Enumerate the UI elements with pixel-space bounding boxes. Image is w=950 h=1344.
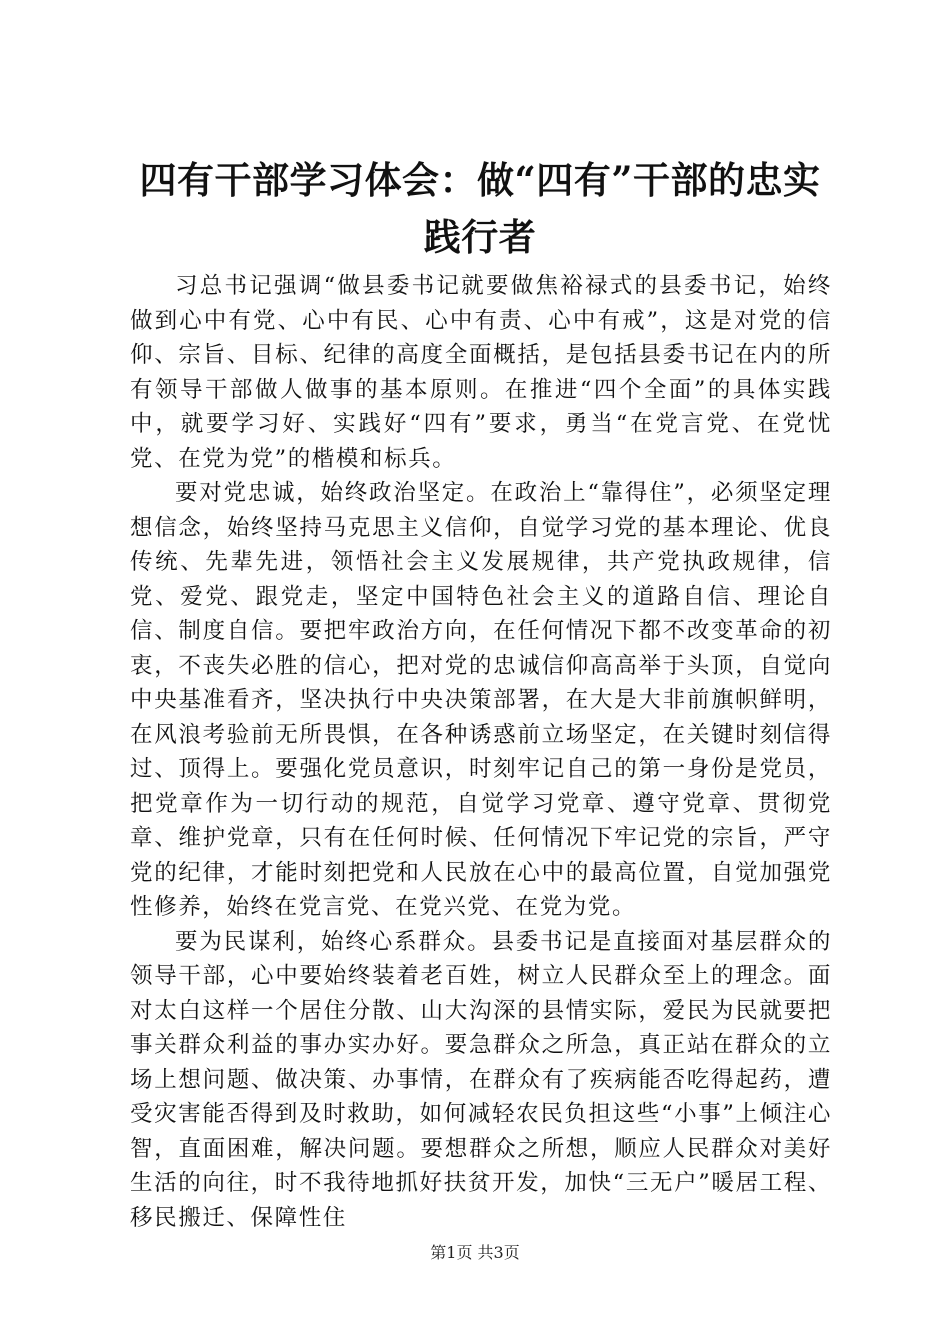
document-title: 四有干部学习体会：做“四有”干部的忠实践行者 [139,158,821,259]
paragraph-people: 要为民谋利，始终心系群众。县委书记是直接面对基层群众的领导干部，心中要始终装着老百姓，树立人民群众至上的理念。面对太白这样一个居住分散、山大沟深的县情实际，爱民为民就要把事关群众利益的事办实办好。要急群众之所急，真正站在群众的立场上想问题、做决策、办事情，在群众有了疾病能否吃得起药，遭受灾害能否得到及时救助，如何减轻农民负担这些“小事”上倾注心智，直面困难，解决问题。要想群众之所想，顺应人民群众对美好生活的向往，时不我待地抓好扶贫开发，加快“三无户”暖居工程、移民搬迁、保障性住 [130,928,832,1231]
paragraph-loyalty: 要对党忠诚，始终政治坚定。在政治上“靠得住”，必须坚定理想信念，始终坚持马克思主义信仰，自觉学习党的基本理论、优良传统、先辈先进，领悟社会主义发展规律，共产党执政规律，信党、爱党、跟党走，坚定中国特色社会主义的道路自信、理论自信、制度自信。要把牢政治方向，在任何情况下都不改变革命的初衷，不丧失必胜的信心，把对党的忠诚信仰高高举于头顶，自觉向中央基准看齐，坚决执行中央决策部署，在大是大非前旗帜鲜明，在风浪考验前无所畏惧，在各种诱惑前立场坚定，在关键时刻信得过、顶得上。要强化党员意识，时刻牢记自己的第一身份是党员，把党章作为一切行动的规范，自觉学习党章、遵守党章、贯彻党章、维护党章，只有在任何时候、任何情况下牢记党的宗旨，严守党的纪律，才能时刻把党和人民放在心中的最高位置，自觉加强党性修养，始终在党言党、在党兴党、在党为党。 [130,480,832,920]
page-number: 第1页 共3页 [430,1243,520,1262]
paragraph-intro: 习总书记强调“做县委书记就要做焦裕禄式的县委书记，始终做到心中有党、心中有民、心中有责、心中有戒”，这是对党的信仰、宗旨、目标、纪律的高度全面概括，是包括县委书记在内的所有领导干部做人做事的基本原则。在推进“四个全面”的具体实践中，就要学习好、实践好“四有”要求，勇当“在党言党、在党忧党、在党为党”的楷模和标兵。 [130,273,832,472]
document-body [130,269,832,1235]
page-footer [0,1241,950,1265]
